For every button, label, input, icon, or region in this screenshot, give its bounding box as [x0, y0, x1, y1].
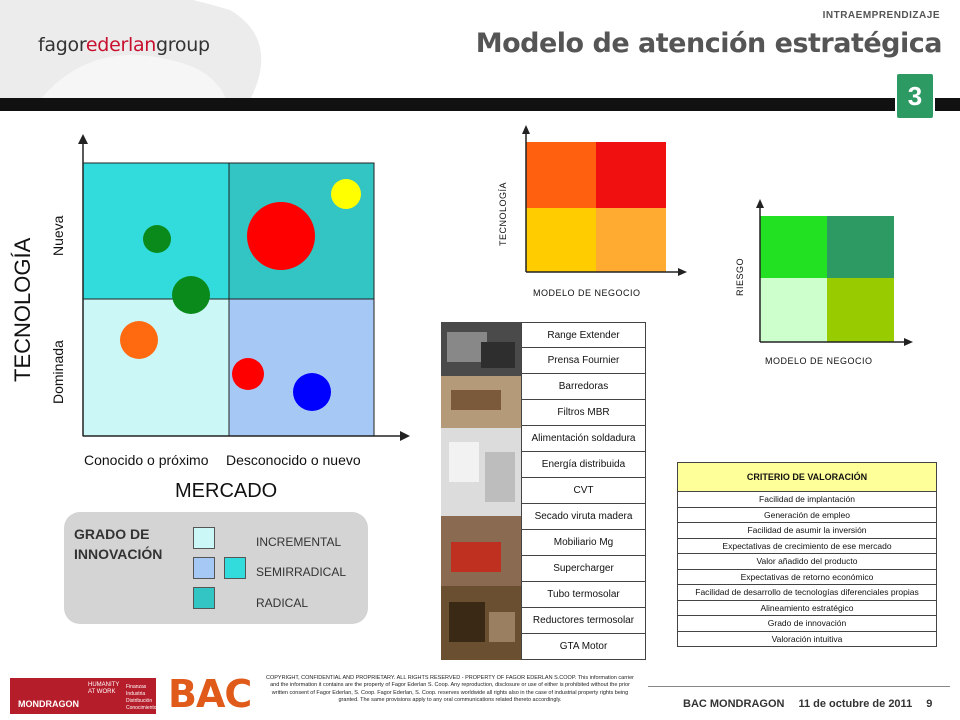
slide-badge: 3	[895, 72, 935, 120]
copyright-notice: COPYRIGHT, CONFIDENTIAL AND PROPRIETARY. ALL RIGHTS RESERVED - PROPERTY OF FAGOR EDERLAN S.COOP. This information carrier and the information it contains are the property of Fagor Ederlan S. Coop. Any reproduction, disclosure or use of either is prohibited without the prior written consent of Fagor Ederlan, S. Coop. Fagor Ederlan, S. Coop. reserves worldwide all rights also in the case of industrial property rights being granted. The same provisions apply to any oral communications related thereto accordingly.	[266, 675, 634, 703]
table-row: Valoración intuitiva	[677, 632, 937, 648]
list-item: Mobiliario Mg	[521, 530, 646, 556]
list-item: Range Extender	[521, 322, 646, 348]
y-axis-top-label: Nueva	[50, 215, 66, 256]
tech-q-top-right	[596, 142, 666, 208]
bubble-green-small	[143, 225, 171, 253]
y-axis-title: TECNOLOGÍA	[10, 237, 35, 382]
risk-x-label: MODELO DE NEGOCIO	[765, 356, 873, 366]
list-item: Secado viruta madera	[521, 504, 646, 530]
brand-logo: fagorederlangroup	[38, 34, 210, 56]
table-row: Facilidad de implantación	[677, 492, 937, 508]
project-list	[521, 322, 646, 660]
footer-date: 11 de octubre de 2011	[798, 698, 913, 710]
list-item: Reductores termosolar	[521, 608, 646, 634]
tech-q-top-left	[526, 142, 596, 208]
swatch-radical	[193, 587, 215, 609]
project-photos	[441, 322, 521, 660]
x-axis-right-label: Desconocido o nuevo	[226, 452, 361, 468]
bac-logo: BAC	[168, 672, 252, 716]
list-item: Barredoras	[521, 374, 646, 400]
swatch-semirradical-cyan	[224, 557, 246, 579]
list-item: GTA Motor	[521, 634, 646, 660]
risk-q-top-left	[760, 216, 827, 278]
tech-q-bottom-left	[526, 208, 596, 272]
bubble-red-small	[232, 358, 264, 390]
legend-incremental: INCREMENTAL	[256, 535, 342, 549]
list-item: Supercharger	[521, 556, 646, 582]
list-item: Tubo termosolar	[521, 582, 646, 608]
tech-x-label: MODELO DE NEGOCIO	[533, 288, 641, 298]
page-number: 9	[926, 698, 933, 710]
bubble-orange-medium	[120, 321, 158, 359]
criteria-header: CRITERIO DE VALORACIÓN	[677, 462, 937, 492]
x-axis-left-label: Conocido o próximo	[84, 452, 209, 468]
risk-q-top-right	[827, 216, 894, 278]
page-title: Modelo de atención estratégica	[475, 28, 942, 59]
footer-divider	[648, 686, 950, 687]
bubble-green-medium	[172, 276, 210, 314]
list-item: Filtros MBR	[521, 400, 646, 426]
x-axis-title: MERCADO	[175, 480, 278, 502]
table-row: Facilidad de asumir la inversión	[677, 523, 937, 539]
swatch-incremental	[193, 527, 215, 549]
list-item: Alimentación soldadura	[521, 426, 646, 452]
tech-y-label: TECNOLOGÍA	[498, 181, 508, 246]
list-item: Energía distribuida	[521, 452, 646, 478]
tech-q-bottom-right	[596, 208, 666, 272]
y-axis-bottom-label: Dominada	[50, 340, 66, 404]
table-row: Expectativas de retorno económico	[677, 570, 937, 586]
table-row: Facilidad de desarrollo de tecnologías diferenciales propias	[677, 585, 937, 601]
table-row: Valor añadido del producto	[677, 554, 937, 570]
table-row: Generación de empleo	[677, 508, 937, 524]
criteria-table	[677, 462, 937, 647]
mondragon-logo: MONDRAGON HUMANITY AT WORK Finanzas Industria Distribución Conocimiento	[10, 678, 156, 714]
footer-info	[683, 698, 932, 710]
bubble-blue-medium	[293, 373, 331, 411]
bubble-red-large	[247, 202, 315, 270]
risk-q-bottom-right	[827, 278, 894, 342]
swatch-semirradical-blue	[193, 557, 215, 579]
risk-y-label: RIESGO	[735, 257, 745, 296]
table-row: Grado de innovación	[677, 616, 937, 632]
legend-title: GRADO DE INNOVACIÓN	[74, 526, 163, 562]
list-item: Prensa Fournier	[521, 348, 646, 374]
legend-radical: RADICAL	[256, 596, 309, 610]
tech-business-matrix	[510, 122, 690, 282]
quadrant-bottom-left	[83, 299, 229, 436]
table-row: Alineamiento estratégico	[677, 601, 937, 617]
bubble-yellow-small	[331, 179, 361, 209]
header-bar	[0, 98, 960, 111]
legend-semirradical: SEMIRRADICAL	[256, 565, 347, 579]
risk-business-matrix	[748, 196, 918, 356]
footer-org: BAC MONDRAGON	[683, 698, 785, 710]
table-row: Expectativas de crecimiento de ese mercado	[677, 539, 937, 555]
list-item: CVT	[521, 478, 646, 504]
risk-q-bottom-left	[760, 278, 827, 342]
section-label: INTRAEMPRENDIZAJE	[822, 10, 940, 21]
